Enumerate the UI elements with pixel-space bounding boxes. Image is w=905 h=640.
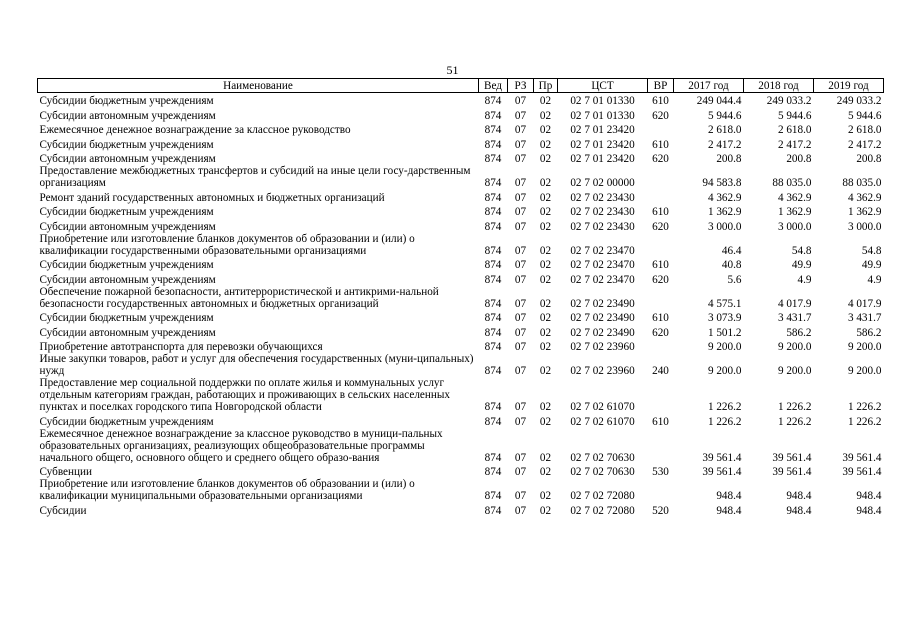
cell-name: Ежемесячное денежное вознаграждение за классное руководство в муници-пальных образовательных организациях, реализующих общеобразовательные программы начального общего, основного общего и среднего общего образо-вания xyxy=(39,427,443,464)
table-row xyxy=(38,189,884,204)
cell-vr: 620 xyxy=(652,153,669,165)
cell-2017: 3 073.9 xyxy=(707,312,742,324)
cell-rz: 07 xyxy=(514,95,527,107)
cell-ved: 874 xyxy=(484,124,502,136)
budget-table xyxy=(37,78,884,517)
cell-2018: 2 417.2 xyxy=(777,138,812,151)
cell-name: Субсидии автономным учреждениям xyxy=(39,109,216,122)
cell-2018: 948.4 xyxy=(786,490,812,502)
cell-2019: 1 362.9 xyxy=(847,206,882,218)
cell-pr: 02 xyxy=(539,401,552,413)
table-row xyxy=(38,324,884,339)
cell-cst: 02 7 02 23960 xyxy=(570,341,635,353)
cell-2017: 249 044.4 xyxy=(696,95,742,107)
cell-ved: 874 xyxy=(484,341,502,353)
cell-ved: 874 xyxy=(484,415,502,428)
table-row xyxy=(38,310,884,325)
cell-name: Субсидии бюджетным учреждениям xyxy=(39,95,214,107)
cell-ved: 874 xyxy=(484,451,502,464)
cell-2019: 3 431.7 xyxy=(847,312,882,324)
cell-rz: 07 xyxy=(514,490,527,502)
cell-pr: 02 xyxy=(539,365,552,377)
cell-ved: 874 xyxy=(484,504,502,517)
cell-pr: 02 xyxy=(539,504,552,517)
cell-pr: 02 xyxy=(539,244,552,257)
cell-2017: 39 561.4 xyxy=(702,451,742,464)
table-row xyxy=(38,377,884,413)
cell-2019: 4 017.9 xyxy=(847,297,882,310)
cell-name: Обеспечение пожарной безопасности, антитеррористической и антикрими-нальной безопасности государственных автономных и бюджетных организаций xyxy=(39,285,439,310)
cell-rz: 07 xyxy=(514,401,527,413)
cell-ved: 874 xyxy=(484,191,502,204)
cell-pr: 02 xyxy=(539,341,552,353)
cell-name: Субсидии автономным учреждениям xyxy=(39,273,216,286)
cell-vr xyxy=(648,233,674,257)
cell-cst: 02 7 02 23960 xyxy=(570,365,635,377)
table-row xyxy=(38,353,884,377)
cell-rz: 07 xyxy=(514,312,527,324)
cell-ved: 874 xyxy=(484,109,502,122)
table-row xyxy=(38,257,884,272)
cell-vr: 620 xyxy=(652,220,669,233)
cell-name: Субсидии xyxy=(39,504,87,517)
cell-name: Субсидии автономным учреждениям xyxy=(39,153,216,165)
cell-rz: 07 xyxy=(514,244,527,257)
cell-2017: 5.6 xyxy=(727,273,742,286)
cell-2018: 1 226.2 xyxy=(777,401,812,413)
header-pr: Пр xyxy=(534,79,558,93)
cell-name: Ремонт зданий государственных автономных и бюджетных организаций xyxy=(39,191,385,204)
cell-2018: 948.4 xyxy=(786,504,812,517)
cell-pr: 02 xyxy=(539,490,552,502)
cell-vr xyxy=(648,339,674,354)
cell-vr xyxy=(648,122,674,137)
cell-2018: 5 944.6 xyxy=(777,109,812,122)
table-row xyxy=(38,233,884,257)
cell-2019: 9 200.0 xyxy=(847,365,882,377)
cell-pr: 02 xyxy=(539,466,552,478)
cell-vr: 620 xyxy=(652,326,669,339)
cell-pr: 02 xyxy=(539,206,552,218)
cell-cst: 02 7 01 23420 xyxy=(570,138,635,151)
cell-2018: 4 362.9 xyxy=(777,191,812,204)
table-row xyxy=(38,286,884,310)
header-cst: ЦСТ xyxy=(558,79,648,93)
cell-vr xyxy=(648,428,674,464)
cell-cst: 02 7 02 23470 xyxy=(570,244,635,257)
cell-2018: 3 000.0 xyxy=(777,220,812,233)
cell-vr xyxy=(648,189,674,204)
cell-name: Ежемесячное денежное вознаграждение за классное руководство xyxy=(39,124,351,136)
cell-2019: 1 226.2 xyxy=(847,401,882,413)
cell-rz: 07 xyxy=(514,177,527,189)
cell-2017: 948.4 xyxy=(716,490,742,502)
cell-2018: 200.8 xyxy=(786,153,812,165)
cell-2019: 2 618.0 xyxy=(847,124,882,136)
table-row xyxy=(38,93,884,108)
cell-cst: 02 7 01 01330 xyxy=(570,109,635,122)
cell-vr: 610 xyxy=(652,415,669,428)
cell-name: Субсидии автономным учреждениям xyxy=(39,220,216,233)
cell-pr: 02 xyxy=(539,220,552,233)
cell-2019: 2 417.2 xyxy=(847,138,882,151)
cell-2019: 4.9 xyxy=(867,273,882,286)
cell-name: Приобретение или изготовление бланков документов об образовании и (или) о квалификации государственными образовательными организациями xyxy=(39,232,415,257)
cell-ved: 874 xyxy=(484,206,502,218)
cell-vr xyxy=(648,165,674,189)
table-row xyxy=(38,204,884,219)
cell-vr: 530 xyxy=(652,466,669,478)
cell-ved: 874 xyxy=(484,401,502,413)
cell-name: Субсидии бюджетным учреждениям xyxy=(39,312,214,324)
cell-2019: 39 561.4 xyxy=(842,451,882,464)
cell-pr: 02 xyxy=(539,95,552,107)
cell-name: Субсидии бюджетным учреждениям xyxy=(39,259,214,271)
cell-2018: 2 618.0 xyxy=(777,124,812,136)
cell-2017: 5 944.6 xyxy=(707,109,742,122)
cell-ved: 874 xyxy=(484,259,502,271)
cell-rz: 07 xyxy=(514,259,527,271)
cell-rz: 07 xyxy=(514,326,527,339)
cell-rz: 07 xyxy=(514,124,527,136)
cell-2018: 1 226.2 xyxy=(777,415,812,428)
table-row xyxy=(38,136,884,151)
cell-vr xyxy=(648,286,674,310)
cell-2017: 39 561.4 xyxy=(702,466,742,478)
cell-cst: 02 7 02 72080 xyxy=(570,490,635,502)
cell-rz: 07 xyxy=(514,365,527,377)
cell-rz: 07 xyxy=(514,273,527,286)
cell-vr: 610 xyxy=(652,138,669,151)
cell-2017: 46.4 xyxy=(721,244,742,257)
cell-cst: 02 7 01 23420 xyxy=(570,153,635,165)
cell-ved: 874 xyxy=(484,297,502,310)
cell-cst: 02 7 01 23420 xyxy=(570,124,635,136)
header-vr: ВР xyxy=(648,79,674,93)
table-row xyxy=(38,151,884,166)
cell-2018: 1 362.9 xyxy=(777,206,812,218)
cell-vr: 520 xyxy=(652,504,669,517)
cell-2019: 49.9 xyxy=(861,259,882,271)
cell-cst: 02 7 02 23470 xyxy=(570,259,635,271)
cell-vr: 620 xyxy=(652,109,669,122)
cell-2017: 40.8 xyxy=(721,259,742,271)
cell-cst: 02 7 02 23490 xyxy=(570,326,635,339)
cell-2019: 88 035.0 xyxy=(842,177,882,189)
cell-ved: 874 xyxy=(484,244,502,257)
cell-rz: 07 xyxy=(514,191,527,204)
cell-vr xyxy=(648,377,674,413)
cell-2017: 200.8 xyxy=(716,153,742,165)
cell-2017: 948.4 xyxy=(716,504,742,517)
cell-cst: 02 7 02 23490 xyxy=(570,297,635,310)
header-ved: Вед xyxy=(479,79,508,93)
page-number: 51 xyxy=(446,63,459,77)
cell-2018: 9 200.0 xyxy=(777,341,812,353)
cell-2017: 1 501.2 xyxy=(707,326,742,339)
cell-ved: 874 xyxy=(484,95,502,107)
cell-pr: 02 xyxy=(539,124,552,136)
header-name: Наименование xyxy=(38,79,479,93)
cell-cst: 02 7 02 72080 xyxy=(570,504,635,517)
table-row xyxy=(38,165,884,189)
cell-vr: 240 xyxy=(652,365,669,377)
cell-rz: 07 xyxy=(514,220,527,233)
cell-cst: 02 7 02 00000 xyxy=(570,177,635,189)
cell-2017: 4 362.9 xyxy=(707,191,742,204)
cell-rz: 07 xyxy=(514,451,527,464)
cell-rz: 07 xyxy=(514,206,527,218)
cell-name: Субсидии бюджетным учреждениям xyxy=(39,415,214,428)
cell-pr: 02 xyxy=(539,451,552,464)
cell-cst: 02 7 02 23430 xyxy=(570,191,635,204)
cell-pr: 02 xyxy=(539,138,552,151)
cell-ved: 874 xyxy=(484,273,502,286)
cell-ved: 874 xyxy=(484,326,502,339)
cell-2018: 88 035.0 xyxy=(772,177,812,189)
cell-pr: 02 xyxy=(539,191,552,204)
cell-cst: 02 7 02 61070 xyxy=(570,415,635,428)
header-2019: 2019 год xyxy=(814,79,884,93)
cell-2018: 249 033.2 xyxy=(766,95,812,107)
table-row xyxy=(38,271,884,286)
cell-vr: 610 xyxy=(652,206,669,218)
cell-ved: 874 xyxy=(484,466,502,478)
cell-ved: 874 xyxy=(484,365,502,377)
table-row xyxy=(38,122,884,137)
cell-2017: 1 226.2 xyxy=(707,415,742,428)
cell-rz: 07 xyxy=(514,415,527,428)
cell-ved: 874 xyxy=(484,177,502,189)
cell-ved: 874 xyxy=(484,312,502,324)
cell-pr: 02 xyxy=(539,153,552,165)
cell-2017: 1 226.2 xyxy=(707,401,742,413)
cell-vr xyxy=(648,478,674,502)
cell-2019: 54.8 xyxy=(861,244,882,257)
cell-2018: 54.8 xyxy=(791,244,812,257)
cell-2018: 9 200.0 xyxy=(777,365,812,377)
cell-rz: 07 xyxy=(514,109,527,122)
cell-2019: 5 944.6 xyxy=(847,109,882,122)
cell-2019: 586.2 xyxy=(856,326,882,339)
cell-rz: 07 xyxy=(514,153,527,165)
table-row xyxy=(38,107,884,122)
cell-rz: 07 xyxy=(514,341,527,353)
cell-cst: 02 7 02 23430 xyxy=(570,206,635,218)
cell-cst: 02 7 01 01330 xyxy=(570,95,635,107)
cell-name: Предоставление межбюджетных трансфертов и субсидий на иные цели госу-дарственным организациям xyxy=(39,165,471,189)
cell-pr: 02 xyxy=(539,312,552,324)
cell-cst: 02 7 02 23490 xyxy=(570,312,635,324)
table-row xyxy=(38,339,884,354)
cell-pr: 02 xyxy=(539,177,552,189)
cell-vr: 610 xyxy=(652,259,669,271)
cell-2017: 94 583.8 xyxy=(702,177,742,189)
cell-ved: 874 xyxy=(484,153,502,165)
cell-name: Субвенции xyxy=(39,466,92,478)
cell-vr: 610 xyxy=(652,95,669,107)
table-row xyxy=(38,218,884,233)
header-2018: 2018 год xyxy=(744,79,814,93)
cell-2017: 9 200.0 xyxy=(707,341,742,353)
cell-2019: 1 226.2 xyxy=(847,415,882,428)
table-row xyxy=(38,464,884,479)
cell-name: Субсидии бюджетным учреждениям xyxy=(39,138,214,151)
cell-name: Предоставление мер социальной поддержки по оплате жилья и коммунальных услуг отдельным категориям граждан, работающих и проживающих в сельских населенных пунктах и поселках городского типа Новгородской области xyxy=(39,377,450,413)
cell-name: Субсидии бюджетным учреждениям xyxy=(39,206,214,218)
cell-pr: 02 xyxy=(539,297,552,310)
cell-rz: 07 xyxy=(514,138,527,151)
cell-2017: 2 417.2 xyxy=(707,138,742,151)
cell-2019: 9 200.0 xyxy=(847,341,882,353)
header-rz: РЗ xyxy=(508,79,534,93)
cell-2019: 4 362.9 xyxy=(847,191,882,204)
cell-pr: 02 xyxy=(539,326,552,339)
cell-2017: 4 575.1 xyxy=(707,297,742,310)
cell-2018: 4 017.9 xyxy=(777,297,812,310)
cell-2018: 3 431.7 xyxy=(777,312,812,324)
cell-name: Иные закупки товаров, работ и услуг для обеспечения государственных (муни-ципальных) нужд xyxy=(39,353,474,377)
cell-2018: 39 561.4 xyxy=(772,451,812,464)
header-2017: 2017 год xyxy=(674,79,744,93)
cell-pr: 02 xyxy=(539,259,552,271)
cell-vr: 620 xyxy=(652,273,669,286)
cell-2019: 39 561.4 xyxy=(842,466,882,478)
cell-cst: 02 7 02 23470 xyxy=(570,273,635,286)
cell-2019: 948.4 xyxy=(856,490,882,502)
table-body xyxy=(38,93,884,517)
cell-2019: 200.8 xyxy=(856,153,882,165)
cell-ved: 874 xyxy=(484,138,502,151)
cell-2017: 9 200.0 xyxy=(707,365,742,377)
table-row xyxy=(38,478,884,502)
cell-cst: 02 7 02 61070 xyxy=(570,401,635,413)
table-row xyxy=(38,413,884,428)
cell-pr: 02 xyxy=(539,109,552,122)
cell-rz: 07 xyxy=(514,466,527,478)
cell-cst: 02 7 02 70630 xyxy=(570,466,635,478)
cell-2019: 249 033.2 xyxy=(836,95,882,107)
cell-ved: 874 xyxy=(484,220,502,233)
cell-name: Приобретение автотранспорта для перевозки обучающихся xyxy=(39,341,323,353)
cell-pr: 02 xyxy=(539,415,552,428)
cell-2019: 948.4 xyxy=(856,504,882,517)
cell-cst: 02 7 02 23430 xyxy=(570,220,635,233)
cell-2017: 2 618.0 xyxy=(707,124,742,136)
cell-2017: 1 362.9 xyxy=(707,206,742,218)
cell-2018: 49.9 xyxy=(791,259,812,271)
cell-rz: 07 xyxy=(514,297,527,310)
cell-vr: 610 xyxy=(652,312,669,324)
cell-pr: 02 xyxy=(539,273,552,286)
table-row xyxy=(38,428,884,464)
header-row xyxy=(38,79,884,93)
cell-cst: 02 7 02 70630 xyxy=(570,451,635,464)
cell-2018: 39 561.4 xyxy=(772,466,812,478)
cell-2017: 3 000.0 xyxy=(707,220,742,233)
cell-2019: 3 000.0 xyxy=(847,220,882,233)
cell-ved: 874 xyxy=(484,490,502,502)
cell-name: Приобретение или изготовление бланков документов об образовании и (или) о квалификации муниципальными образовательными организациями xyxy=(39,478,415,502)
cell-2018: 4.9 xyxy=(797,273,812,286)
cell-2018: 586.2 xyxy=(786,326,812,339)
cell-rz: 07 xyxy=(514,504,527,517)
cell-name: Субсидии автономным учреждениям xyxy=(39,326,216,339)
table-row xyxy=(38,502,884,517)
